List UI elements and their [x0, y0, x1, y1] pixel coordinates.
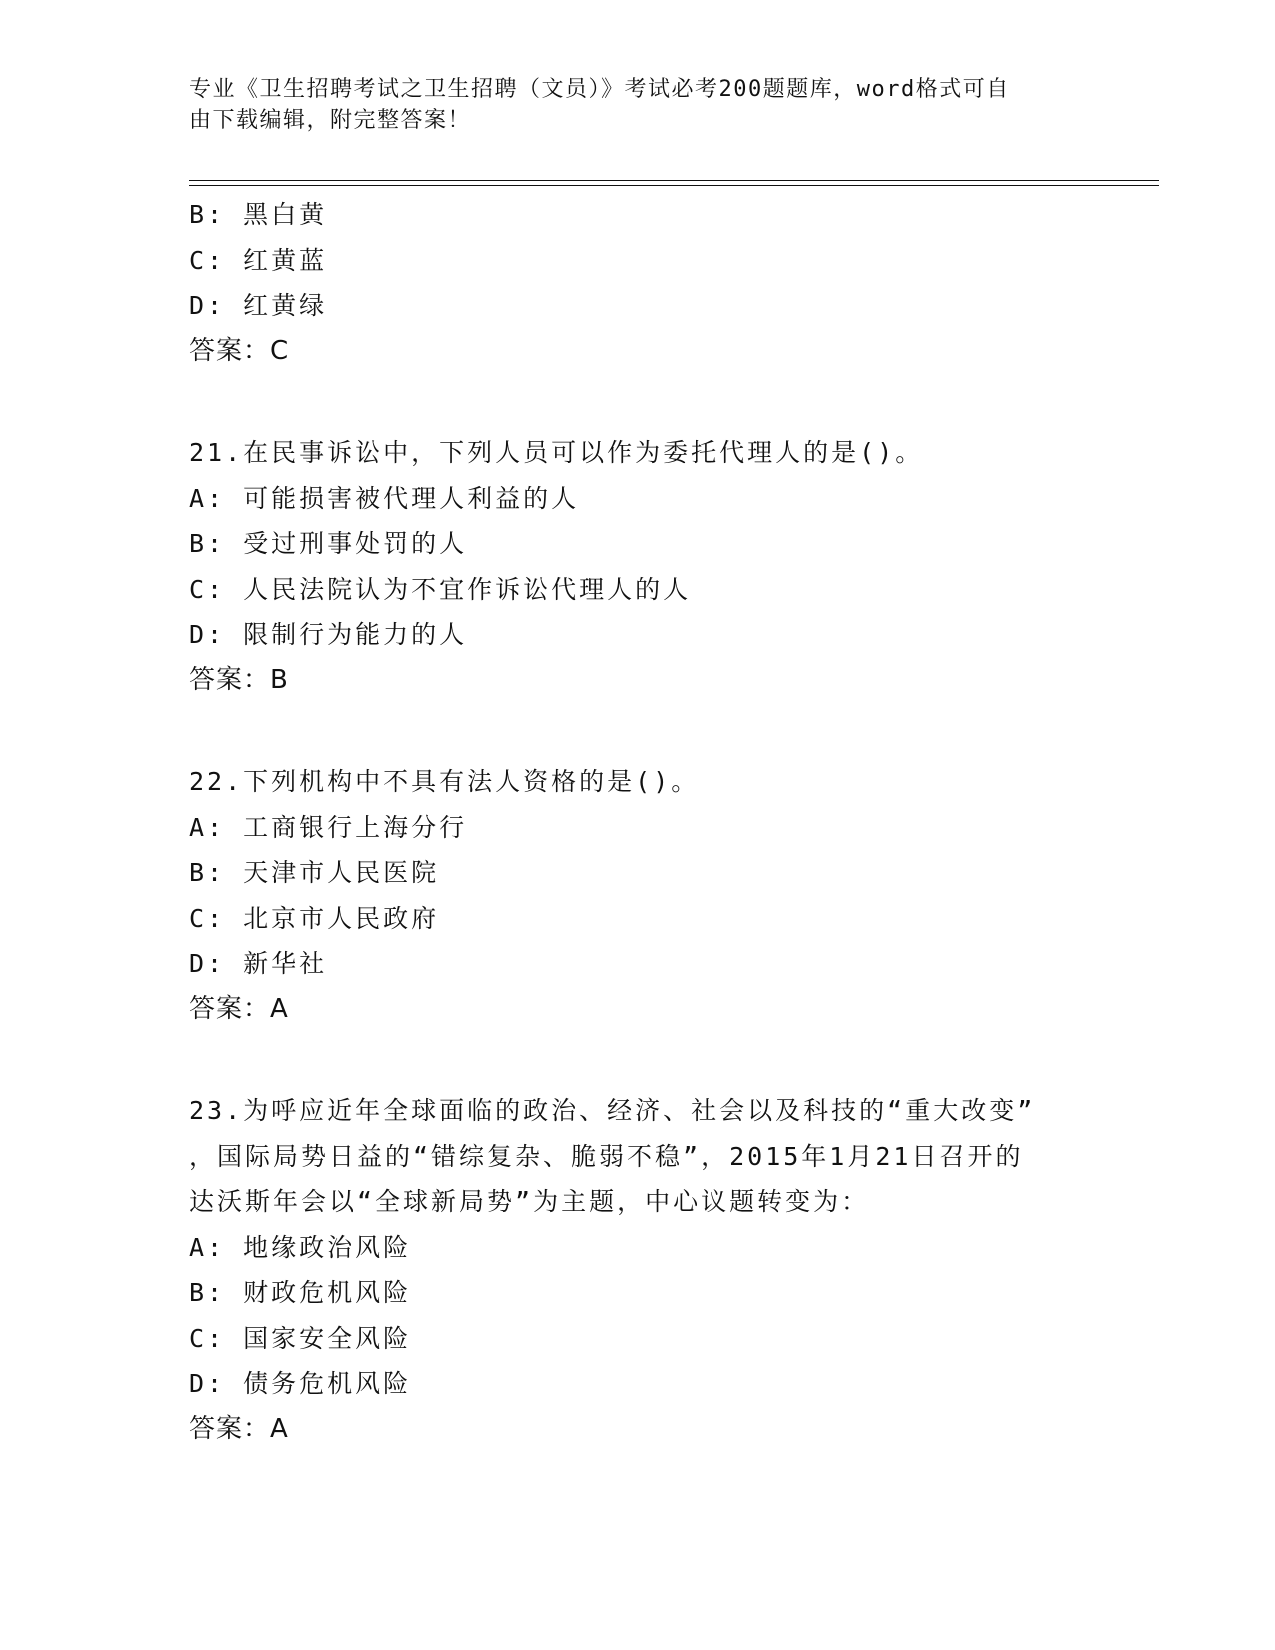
option-c: C: 人民法院认为不宜作诉讼代理人的人	[189, 574, 692, 604]
option-b: B: 天津市人民医院	[189, 858, 440, 887]
question-21	[189, 430, 1149, 703]
header-line-2: 由下载编辑，附完整答案！	[189, 108, 472, 133]
option-d: D: 新华社	[189, 949, 328, 978]
header-divider-bottom	[189, 185, 1159, 186]
option-b: B: 财政危机风险	[189, 1278, 412, 1307]
option-b: B: 黑白黄	[189, 200, 328, 229]
question-23	[189, 1088, 1149, 1452]
question-list	[189, 192, 1149, 1452]
answer-line: 答案：A	[189, 1413, 289, 1444]
question-text: 22.下列机构中不具有法人资格的是()。	[189, 767, 700, 796]
option-c: C: 北京市人民政府	[189, 903, 440, 933]
option-a: A: 工商银行上海分行	[189, 812, 468, 842]
option-b: B: 受过刑事处罚的人	[189, 529, 468, 558]
header-divider-top	[189, 180, 1159, 181]
option-d: D: 红黄绿	[189, 291, 328, 320]
document-header	[189, 74, 1089, 136]
question-text-line-1: 23.为呼应近年全球面临的政治、经济、社会以及科技的“重大改变”	[189, 1096, 1036, 1125]
option-d: D: 限制行为能力的人	[189, 620, 468, 649]
option-d: D: 债务危机风险	[189, 1369, 412, 1398]
question-text-line-2: ，国际局势日益的“错综复杂、脆弱不稳”，2015年1月21日召开的	[189, 1141, 1024, 1171]
question-text-line-3: 达沃斯年会以“全球新局势”为主题，中心议题转变为：	[189, 1187, 870, 1216]
question-22	[189, 759, 1149, 1032]
question-text: 21.在民事诉讼中，下列人员可以作为委托代理人的是()。	[189, 438, 924, 467]
answer-line: 答案：C	[189, 335, 290, 366]
header-line-1: 专业《卫生招聘考试之卫生招聘（文员）》考试必考200题题库，word格式可自	[189, 77, 1010, 102]
prev-question-block	[189, 192, 1149, 374]
option-a: A: 地缘政治风险	[189, 1232, 412, 1262]
option-a: A: 可能损害被代理人利益的人	[189, 483, 580, 513]
option-c: C: 红黄蓝	[189, 245, 328, 275]
answer-line: 答案：A	[189, 993, 289, 1024]
answer-line: 答案：B	[189, 664, 289, 695]
option-c: C: 国家安全风险	[189, 1323, 412, 1353]
